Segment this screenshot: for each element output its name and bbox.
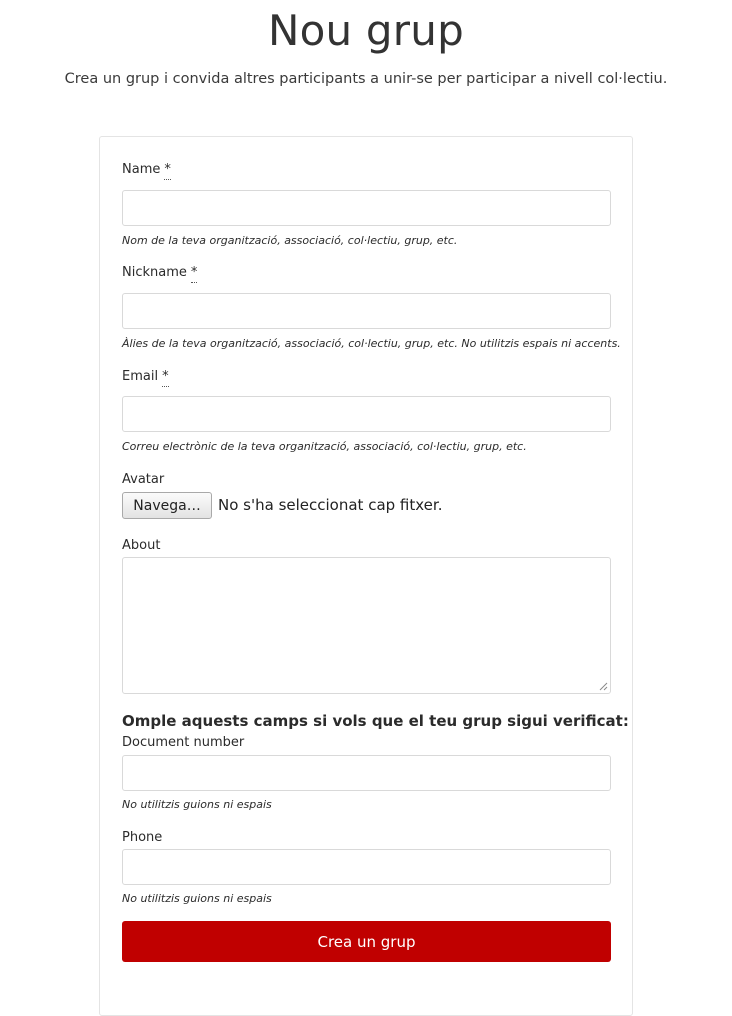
phone-label: Phone	[122, 830, 163, 845]
document-number-label: Document number	[122, 735, 245, 750]
phone-help: No utilitzis guions ni espais	[122, 892, 272, 905]
required-marker: *	[191, 266, 198, 283]
phone-input[interactable]	[122, 849, 611, 885]
document-number-help: No utilitzis guions ni espais	[122, 798, 272, 811]
nickname-label-text: Nickname	[122, 265, 187, 280]
page-subtitle: Crea un grup i convida altres participants a unir-se per participar a nivell col·lectiu.	[64, 71, 668, 87]
avatar-label: Avatar	[122, 472, 165, 487]
browse-button[interactable]: Navega…	[122, 492, 212, 519]
about-textarea[interactable]	[122, 557, 611, 694]
nickname-label	[122, 265, 197, 283]
create-group-button[interactable]: Crea un grup	[122, 921, 611, 962]
email-help: Correu electrònic de la teva organització, associació, col·lectiu, grup, etc.	[122, 440, 527, 453]
verification-heading: Omple aquests camps si vols que el teu grup sigui verificat:	[122, 712, 629, 730]
nickname-input[interactable]	[122, 293, 611, 329]
name-label	[122, 162, 171, 180]
name-label-text: Name	[122, 162, 161, 177]
page-title: Nou grup	[268, 6, 464, 55]
name-input[interactable]	[122, 190, 611, 226]
about-label: About	[122, 538, 161, 553]
file-status-text: No s'ha seleccionat cap fitxer.	[218, 496, 443, 514]
required-marker: *	[164, 163, 171, 180]
name-help: Nom de la teva organització, associació, col·lectiu, grup, etc.	[122, 234, 458, 247]
email-label	[122, 369, 169, 387]
document-number-input[interactable]	[122, 755, 611, 791]
email-label-text: Email	[122, 369, 159, 384]
resize-handle-icon[interactable]	[598, 681, 608, 691]
email-input[interactable]	[122, 396, 611, 432]
required-marker: *	[162, 370, 169, 387]
nickname-help: Àlies de la teva organització, associació, col·lectiu, grup, etc. No utilitzis espais ni accents.	[122, 337, 621, 350]
